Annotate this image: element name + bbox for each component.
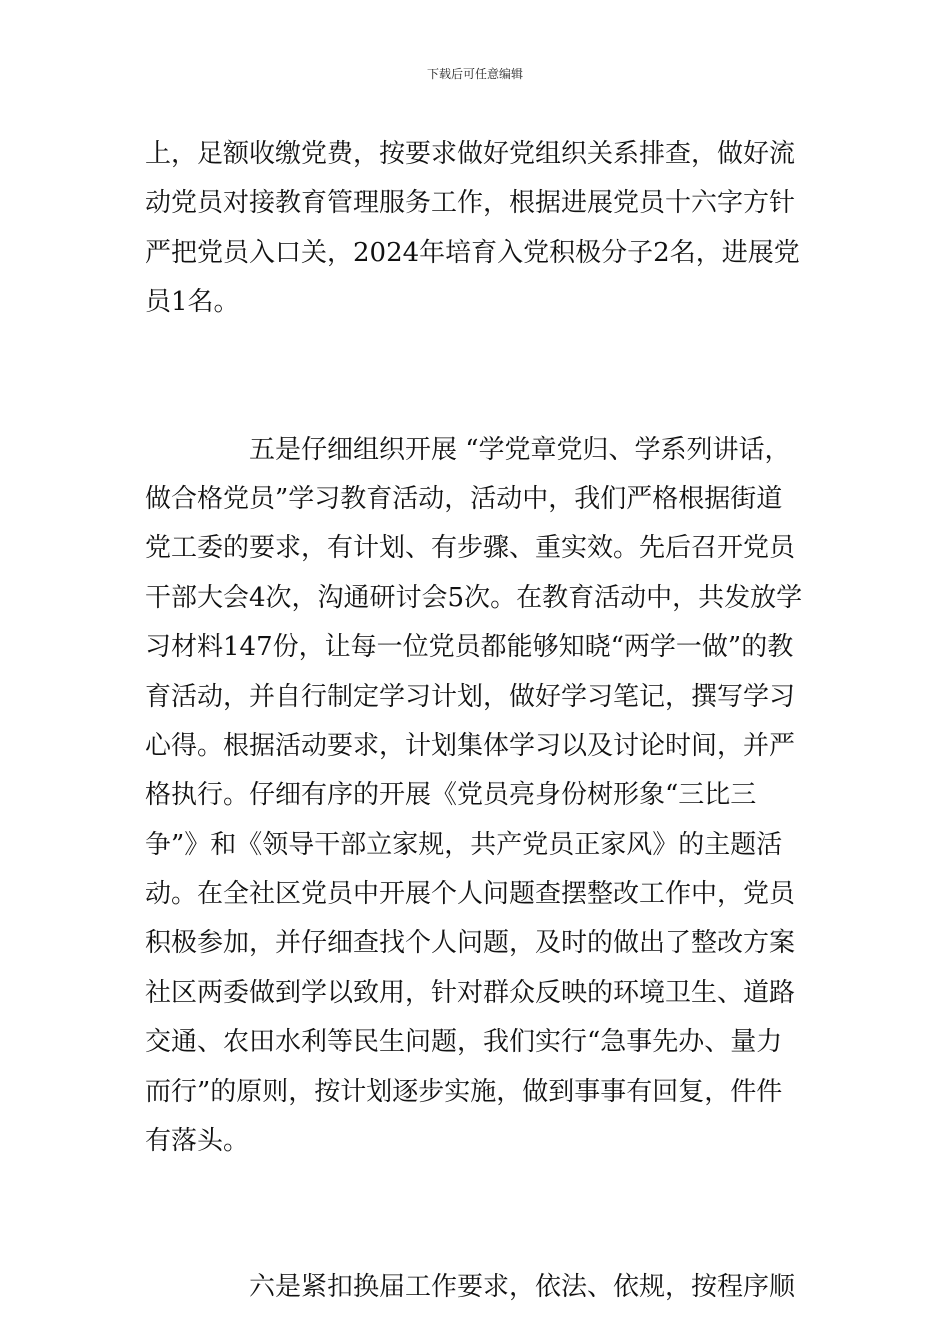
text-line: 习材料147份，让每一位党员都能够知晓“两学一做”的教 <box>145 632 794 663</box>
text-line: 动。在全社区党员中开展个人问题查摆整改工作中，党员 <box>145 879 796 910</box>
text-line: 六是紧扣换届工作要求，依法、依规，按程序顺 <box>249 1272 796 1303</box>
paragraph-gap <box>145 1166 805 1263</box>
text-line: 育活动，并自行制定学习计划，做好学习笔记，撰写学习 <box>145 681 796 712</box>
text-line: 而行”的原则，按计划逐步实施，做到事事有回复，件件 <box>145 1076 783 1107</box>
text-line: 严把党员入口关，2024年培育入党积极分子2名，进展党 <box>145 237 800 268</box>
text-line: 员1名。 <box>145 287 240 318</box>
text-line: 心得。根据活动要求，计划集体学习以及讨论时间，并严 <box>145 730 796 761</box>
text-line: 格执行。仔细有序的开展《党员亮身份树形象“三比三 <box>145 780 757 811</box>
text-line: 做合格党员”学习教育活动，活动中，我们严格根据街道 <box>145 483 783 514</box>
text-line: 党工委的要求，有计划、有步骤、重实效。先后召开党员 <box>145 533 796 564</box>
page-header: 下载后可任意编辑 <box>426 67 523 81</box>
paragraph-gap <box>145 328 805 426</box>
text-line: 交通、农田水利等民生问题，我们实行“急事先办、量力 <box>145 1027 783 1058</box>
text-line: 社区两委做到学以致用，针对群众反映的环境卫生、道路 <box>145 977 796 1008</box>
paragraph-party-dues <box>145 130 805 328</box>
text-line: 干部大会4次，沟通研讨会5次。在教育活动中，共发放学 <box>145 582 803 613</box>
text-line: 五是仔细组织开展 “学党章党归、学系列讲话， <box>249 434 791 465</box>
text-line: 动党员对接教育管理服务工作，根据进展党员十六字方针 <box>145 188 796 219</box>
text-line: 争”》和《领导干部立家规，共产党员正家风》的主题活 <box>145 829 783 860</box>
text-line: 积极参加，并仔细查找个人问题，及时的做出了整改方案 <box>145 928 796 959</box>
paragraph-election <box>145 1263 805 1312</box>
document-body <box>145 130 805 1313</box>
text-line: 上，足额收缴党费，按要求做好党组织关系排查，做好流 <box>145 139 796 169</box>
paragraph-study-education <box>145 426 805 1167</box>
text-line: 有落头。 <box>145 1126 250 1157</box>
